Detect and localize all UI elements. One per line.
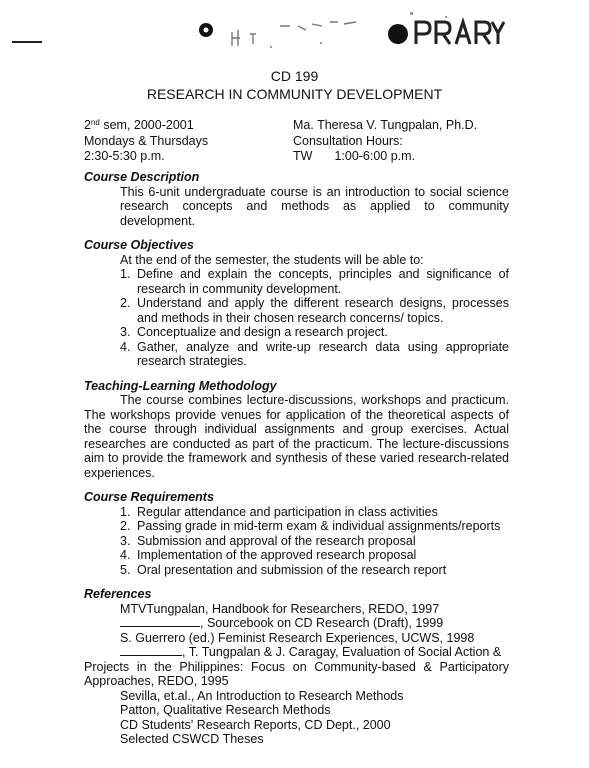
list-item: 4. Implementation of the approved research proposal [120,548,417,562]
description-text: This 6-unit undergraduate course is an introduction to social science research concepts and methods as applied to community development. [120,184,509,228]
reference-item: Selected CSWCD Theses [120,732,264,746]
list-item: 1. Define and explain the concepts, principles and significance of research in community development. [120,267,509,296]
margin-mark [12,41,42,43]
reference-item: S. Guerrero (ed.) Feminist Research Experiences, UCWS, 1998 [120,630,475,645]
semester-superscript: nd [90,118,100,127]
list-item: 3. Submission and approval of the research proposal [120,533,416,548]
syllabus-body [84,170,509,747]
requirements-list [84,505,509,578]
title-block [0,67,589,103]
list-item: 1. Regular attendance and participation in class activities [120,504,438,519]
requirements-heading: Course Requirements [84,490,214,504]
consultation-hours [293,149,477,165]
reference-item: Projects in the Philippines: Focus on Community-based & Participatory Approaches, REDO, 1995 [84,659,509,688]
class-days: Mondays & Thursdays [84,133,209,148]
schedule-info [84,118,208,165]
reference-item: Patton, Qualitative Research Methods [120,703,331,717]
library-stamp [180,4,510,52]
consultation-days: TW [293,149,313,163]
list-item: 2. Understand and apply the different research designs, processes and methods in their chosen research concerns/ topics. [120,296,509,325]
semester-text: sem, 2000-2001 [99,118,194,132]
list-item: 3. Conceptualize and design a research project. [120,325,388,339]
semester [84,118,208,134]
reference-item: Sevilla, et.al., An Introduction to Research Methods [120,688,404,703]
objectives-heading: Course Objectives [84,238,194,252]
methodology-heading: Teaching-Learning Methodology [84,378,277,393]
course-title: RESEARCH IN COMMUNITY DEVELOPMENT [146,86,443,102]
class-time: 2:30-5:30 p.m. [84,149,165,163]
references-heading: References [84,587,152,601]
list-item: 4. Gather, analyze and write-up research data using appropriate research strategies. [120,339,509,368]
reference-item: , T. Tungpalan & J. Caragay, Evaluation of Social Action & [120,645,509,660]
list-item: 2. Passing grade in mid-term exam & individual assignments/reports [120,519,501,533]
list-item: 5. Oral presentation and submission of the research report [120,562,447,577]
course-code: CD 199 [270,68,319,84]
description-heading: Course Description [84,170,200,184]
instructor-info [293,118,477,165]
reference-item: , Sourcebook on CD Research (Draft), 1999 [120,616,509,631]
reference-item: MTVTungpalan, Handbook for Researchers, REDO, 1997 [120,601,440,616]
references-list [84,601,509,747]
consultation-label: Consultation Hours: [293,133,403,148]
objectives-intro: At the end of the semester, the students will be able to: [120,252,424,267]
consultation-time: 1:00-6:00 p.m. [334,149,416,163]
methodology-text: The course combines lecture-discussions, workshops and practicum. The workshops provide venues for application of the theoretical aspects of the course through individual assignments and group exercises. Actual researches are conducted as part of the practicum. The lecture-discussions aim to provide the framework and synthesis of these varied research-related experiences. [84,393,509,480]
objectives-list [84,267,509,369]
instructor-name: Ma. Theresa V. Tungpalan, Ph.D. [293,118,478,132]
reference-item: CD Students' Research Reports, CD Dept., 2000 [120,717,391,732]
semester-number: 2 [84,118,91,132]
